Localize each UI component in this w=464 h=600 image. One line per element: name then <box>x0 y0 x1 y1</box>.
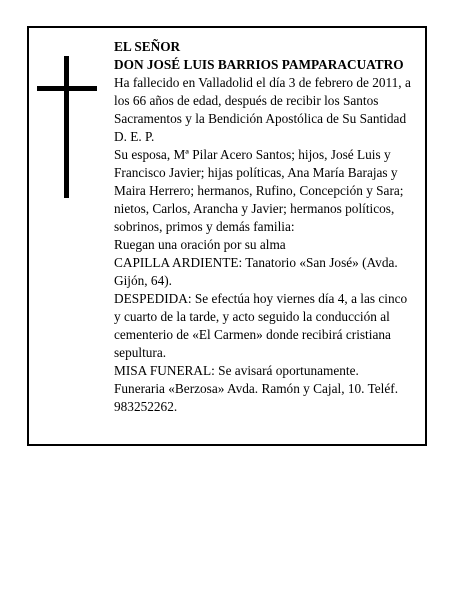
prayer-request-line: Ruegan una oración por su alma <box>114 237 286 252</box>
death-announcement-line: los 66 años de edad, después de recibir los Santos <box>114 93 379 108</box>
cross-icon <box>64 56 69 198</box>
funeral-home-line: Funeraria «Berzosa» Avda. Ramón y Cajal, 10. Teléf. <box>114 381 399 396</box>
family-line: Su esposa, Mª Pilar Acero Santos; hijos, José Luis y <box>114 147 391 162</box>
obituary-text <box>114 38 424 416</box>
death-announcement-line: Ha fallecido en Valladolid el día 3 de febrero de 2011, a <box>114 75 411 90</box>
funeral-home-line: 983252262. <box>114 399 178 414</box>
farewell-line: DESPEDIDA: Se efectúa hoy viernes día 4, a las cinco <box>114 291 408 306</box>
death-announcement-line: Sacramentos y la Bendición Apostólica de Su Santidad <box>114 111 407 126</box>
rip-line: D. E. P. <box>114 129 155 144</box>
farewell-line: sepultura. <box>114 345 167 360</box>
chapel-line: CAPILLA ARDIENTE: Tanatorio «San José» (Avda. <box>114 255 398 270</box>
deceased-name: DON JOSÉ LUIS BARRIOS PAMPARACUATRO <box>114 57 404 72</box>
chapel-line: Gijón, 64). <box>114 273 172 288</box>
family-line: nietos, Carlos, Arancha y Javier; hermanos políticos, <box>114 201 395 216</box>
family-line: Maira Herrero; hermanos, Rufino, Concepción y Sara; <box>114 183 404 198</box>
family-line: Francisco Javier; hijas políticas, Ana María Barajas y <box>114 165 398 180</box>
family-line: sobrinos, primos y demás familia: <box>114 219 295 234</box>
deceased-title: EL SEÑOR <box>114 39 181 54</box>
farewell-line: y cuarto de la tarde, y acto seguido la conducción al <box>114 309 390 324</box>
farewell-line: cementerio de «El Carmen» donde recibirá cristiana <box>114 327 391 342</box>
funeral-mass-line: MISA FUNERAL: Se avisará oportunamente. <box>114 363 359 378</box>
cross-icon-bar <box>37 86 97 91</box>
